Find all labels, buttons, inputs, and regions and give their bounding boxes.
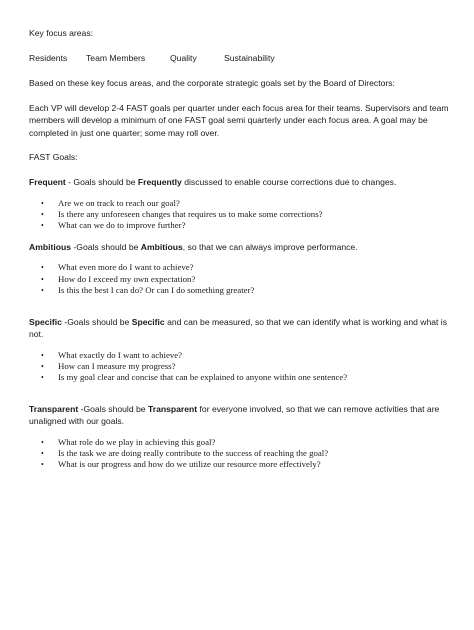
focus-areas-row bbox=[29, 52, 449, 64]
ambitious-term: Ambitious bbox=[29, 242, 72, 253]
vp-goals-paragraph: Each VP will develop 2-4 FAST goals per quarter under each focus area for their teams. Supervisors and team members will develop a minimum of one FAST goal semi quarterly under each focus area. A goal may be completed in just one quarter; some may roll over. bbox=[29, 102, 449, 138]
key-focus-heading: Key focus areas: bbox=[29, 28, 94, 38]
list-item: • What is our progress and how do we utilize our resource more effectively? bbox=[29, 459, 449, 470]
intro-text: Based on these key focus areas, and the corporate strategic goals set by the Board of Directors: bbox=[29, 77, 395, 88]
list-item: • Is there any unforeseen changes that requires us to make some corrections? bbox=[29, 209, 449, 220]
focus-area-team-members: Team Members bbox=[86, 52, 146, 63]
document-page bbox=[29, 27, 449, 470]
frequent-term: Frequent bbox=[29, 177, 66, 188]
list-item: • How can I measure my progress? bbox=[29, 361, 449, 372]
specific-term: Specific bbox=[29, 316, 62, 327]
specific-definition: Specific -Goals should be Specific and can be measured, so that we can identify what is working and what is not. bbox=[29, 316, 448, 340]
transparent-definition: Transparent -Goals should be Transparent for everyone involved, so that we can remove activities that are unaligned with our goals. bbox=[29, 403, 440, 427]
list-item: • Are we on track to reach our goal? bbox=[29, 198, 449, 209]
frequent-questions bbox=[29, 198, 449, 231]
list-item: • What even more do I want to achieve? bbox=[29, 262, 449, 273]
list-item: • Is this the best I can do? Or can I do something greater? bbox=[29, 285, 449, 296]
list-item: • What role do we play in achieving this goal? bbox=[29, 437, 449, 448]
list-item: • Is the task we are doing really contribute to the success of reaching the goal? bbox=[29, 448, 449, 459]
focus-area-quality: Quality bbox=[170, 52, 197, 63]
ambitious-definition: Ambitious -Goals should be Ambitious, so that we can always improve performance. bbox=[29, 242, 358, 253]
list-item: • Is my goal clear and concise that can be explained to anyone within one sentence? bbox=[29, 372, 449, 383]
list-item: • How do I exceed my own expectation? bbox=[29, 274, 449, 285]
fast-goals-heading: FAST Goals: bbox=[29, 152, 78, 163]
ambitious-questions bbox=[29, 262, 449, 295]
focus-area-sustainability: Sustainability bbox=[224, 52, 275, 63]
specific-questions bbox=[29, 350, 449, 383]
list-item: • What can we do to improve further? bbox=[29, 220, 449, 231]
transparent-questions bbox=[29, 437, 449, 470]
transparent-term: Transparent bbox=[29, 403, 79, 414]
frequent-definition: Frequent - Goals should be Frequently discussed to enable course corrections due to changes. bbox=[29, 177, 397, 188]
list-item: • What exactly do I want to achieve? bbox=[29, 350, 449, 361]
focus-area-residents: Residents bbox=[29, 52, 68, 63]
